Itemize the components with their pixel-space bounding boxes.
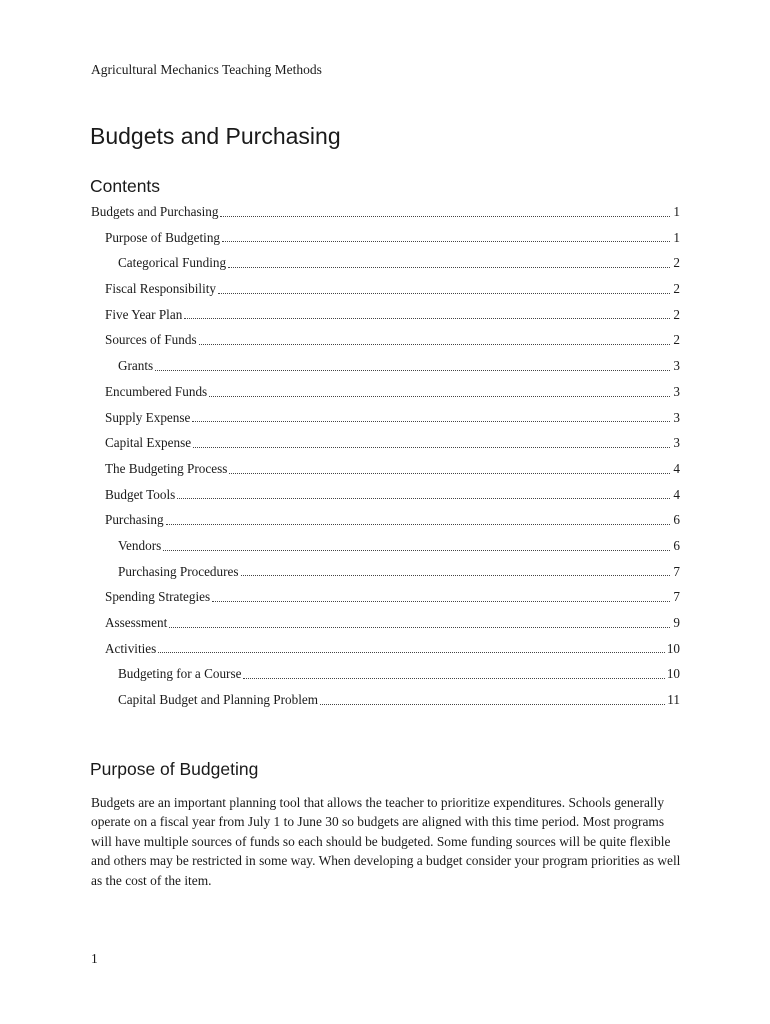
toc-dot-leader — [218, 292, 670, 294]
toc-entry[interactable] — [91, 687, 680, 713]
toc-entry-page: 3 — [673, 435, 680, 451]
document-title: Budgets and Purchasing — [90, 123, 341, 149]
toc-entry-page: 10 — [666, 666, 680, 682]
toc-dot-leader — [184, 317, 670, 319]
toc-dot-leader — [243, 677, 664, 679]
toc-entry-page: 2 — [673, 332, 680, 348]
toc-entry-page: 10 — [666, 640, 680, 656]
toc-entry-title: Assessment — [105, 615, 168, 630]
toc-entry-title: Purchasing Procedures — [118, 563, 239, 579]
toc-heading: Contents — [90, 176, 161, 196]
toc-entry[interactable] — [91, 353, 680, 379]
toc-entry-page: 6 — [673, 537, 680, 553]
toc-entry[interactable] — [91, 533, 680, 559]
toc-entry[interactable] — [91, 584, 680, 610]
toc-entry[interactable] — [91, 379, 680, 405]
toc-entry-title: Budgeting for a Course — [118, 666, 242, 682]
toc-entry[interactable] — [91, 405, 680, 431]
toc-entry[interactable] — [91, 482, 680, 508]
toc-entry-page: 2 — [673, 281, 680, 297]
toc-entry[interactable] — [91, 276, 680, 302]
table-of-contents — [91, 199, 680, 713]
toc-entry-title: The Budgeting Process — [105, 460, 228, 476]
toc-dot-leader — [163, 549, 670, 551]
toc-entry-page: 7 — [673, 563, 680, 579]
toc-dot-leader — [166, 523, 670, 525]
toc-entry-title: Purchasing — [105, 512, 164, 528]
toc-entry-page: 11 — [667, 692, 680, 708]
body-paragraph: Budgets are an important planning tool that allows the teacher to prioritize expenditures. Schools generally operate on a fiscal year from July 1 to June 30 so budgets are aligned with this time period. Most programs will have multiple sources of funds so each should be budgeted. Some funding sources will be quite flexible and others may be restricted in some way. When developing a budget consider your program priorities as well as the cost of the item. — [91, 795, 681, 888]
toc-entry[interactable] — [91, 302, 680, 328]
toc-entry[interactable] — [91, 507, 680, 533]
toc-dot-leader — [320, 703, 665, 705]
toc-entry-title: Activities — [105, 640, 157, 656]
toc-entry-title: Grants — [118, 358, 154, 374]
toc-dot-leader — [158, 651, 665, 653]
toc-entry-title: Supply Expense — [105, 409, 191, 425]
toc-dot-leader — [229, 472, 670, 474]
toc-entry[interactable] — [91, 661, 680, 687]
toc-entry-title: Budgets and Purchasing — [91, 204, 219, 219]
section-heading: Purpose of Budgeting — [90, 759, 259, 779]
toc-entry-title: Fiscal Responsibility — [105, 281, 216, 297]
toc-entry-page: 7 — [673, 589, 680, 605]
running-header: Agricultural Mechanics Teaching Methods — [91, 62, 322, 77]
toc-dot-leader — [228, 266, 670, 268]
page-number: 1 — [91, 951, 98, 966]
toc-entry-page: 2 — [673, 255, 680, 271]
toc-entry-title: Vendors — [118, 537, 162, 553]
toc-entry-page: 1 — [673, 229, 680, 245]
toc-dot-leader — [209, 395, 670, 397]
toc-entry[interactable] — [91, 250, 680, 276]
toc-entry[interactable] — [91, 610, 680, 636]
toc-dot-leader — [177, 497, 670, 499]
toc-entry-page: 3 — [673, 383, 680, 399]
toc-entry-page: 4 — [673, 460, 680, 476]
toc-entry[interactable] — [91, 456, 680, 482]
toc-entry[interactable] — [91, 559, 680, 585]
toc-entry-title: Categorical Funding — [118, 255, 227, 271]
toc-entry-title: Five Year Plan — [105, 306, 183, 322]
toc-dot-leader — [199, 343, 670, 345]
toc-dot-leader — [212, 600, 670, 602]
toc-dot-leader — [220, 215, 670, 217]
toc-entry[interactable] — [91, 327, 680, 353]
toc-dot-leader — [169, 626, 670, 628]
toc-entry-page: 3 — [673, 409, 680, 425]
toc-entry-title: Sources of Funds — [105, 332, 197, 348]
toc-entry[interactable] — [91, 199, 680, 225]
toc-entry-title: Purpose of Budgeting — [105, 229, 221, 245]
toc-entry-title: Capital Budget and Planning Problem — [118, 692, 318, 708]
toc-dot-leader — [155, 369, 670, 371]
toc-entry-title: Spending Strategies — [105, 589, 211, 605]
toc-entry-title: Encumbered Funds — [105, 383, 208, 399]
toc-entry-page: 6 — [673, 512, 680, 528]
toc-entry[interactable] — [91, 636, 680, 662]
toc-entry-page: 3 — [673, 358, 680, 374]
toc-entry-page: 9 — [673, 615, 680, 630]
toc-dot-leader — [241, 574, 671, 576]
toc-entry-page: 4 — [673, 486, 680, 502]
toc-entry-page: 1 — [673, 204, 680, 219]
toc-entry[interactable] — [91, 430, 680, 456]
toc-entry-title: Budget Tools — [105, 486, 176, 502]
toc-entry-page: 2 — [673, 306, 680, 322]
toc-dot-leader — [193, 446, 670, 448]
toc-dot-leader — [222, 240, 670, 242]
toc-dot-leader — [192, 420, 670, 422]
toc-entry-title: Capital Expense — [105, 435, 192, 451]
toc-entry[interactable] — [91, 225, 680, 251]
